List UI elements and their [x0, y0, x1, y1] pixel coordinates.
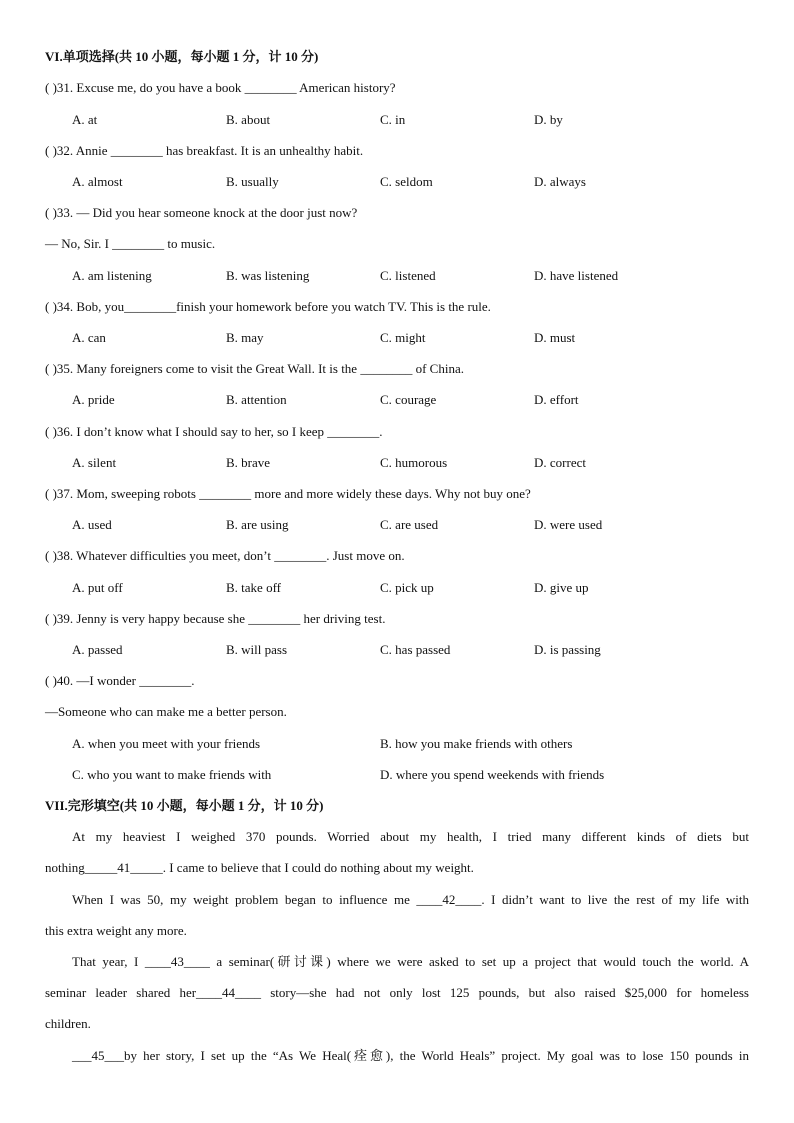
question-39-option-a: A. passed	[72, 642, 123, 657]
question-33-option-a: A. am listening	[72, 268, 152, 283]
passage-line-2: nothing_____41_____. I came to believe that I could do nothing about my weight.	[45, 860, 474, 875]
question-32-option-d: D. always	[534, 174, 586, 189]
question-33-option-c: C. listened	[380, 268, 436, 283]
question-35-option-d: D. effort	[534, 392, 579, 407]
question-40-stem: ( )40. —I wonder ________.	[45, 673, 195, 688]
question-40-option-a: A. when you meet with your friends	[72, 736, 261, 751]
question-40-option-b: B. how you make friends with others	[380, 736, 573, 751]
question-36-option-b: B. brave	[226, 455, 271, 470]
question-39-option-b: B. will pass	[226, 642, 288, 657]
question-34-option-c: C. might	[380, 330, 426, 345]
question-32-option-a: A. almost	[72, 174, 123, 189]
question-31-stem: ( )31. Excuse me, do you have a book ________ American history?	[45, 80, 396, 95]
question-33-option-d: D. have listened	[534, 268, 619, 283]
passage-line-3: When I was 50, my weight problem began to influence me ____42____. I didn’t want to live the rest of my life with	[72, 892, 749, 907]
question-36-option-c: C. humorous	[380, 455, 448, 470]
question-31-option-d: D. by	[534, 112, 563, 127]
passage-line-5: That year, I ____43____ a seminar(研讨课) where we were asked to set up a project that would touch the world. A	[72, 954, 749, 969]
question-40-option-d: D. where you spend weekends with friends	[380, 767, 605, 782]
question-38-stem: ( )38. Whatever difficulties you meet, don’t ________. Just move on.	[45, 548, 405, 563]
question-39-stem: ( )39. Jenny is very happy because she ________ her driving test.	[45, 611, 386, 626]
question-31-option-b: B. about	[226, 112, 271, 127]
question-32-stem: ( )32. Annie ________ has breakfast. It is an unhealthy habit.	[45, 143, 364, 158]
question-35-option-a: A. pride	[72, 392, 115, 407]
question-40-reply: —Someone who can make me a better person.	[45, 704, 287, 719]
question-37-option-a: A. used	[72, 517, 112, 532]
question-34-stem: ( )34. Bob, you________finish your homework before you watch TV. This is the rule.	[45, 299, 491, 314]
question-31-option-c: C. in	[380, 112, 406, 127]
passage-line-4: this extra weight any more.	[45, 923, 187, 938]
question-37-stem: ( )37. Mom, sweeping robots ________ more and more widely these days. Why not buy one?	[45, 486, 531, 501]
question-33-option-b: B. was listening	[226, 268, 310, 283]
question-38-option-d: D. give up	[534, 580, 589, 595]
question-33-stem: ( )33. — Did you hear someone knock at the door just now?	[45, 205, 358, 220]
question-32-option-b: B. usually	[226, 174, 279, 189]
section-7-heading: VII.完形填空(共 10 小题，每小题 1 分，计 10 分)	[45, 798, 324, 813]
question-36-option-a: A. silent	[72, 455, 117, 470]
question-37-option-c: C. are used	[380, 517, 439, 532]
question-31-option-a: A. at	[72, 112, 98, 127]
question-35-option-c: C. courage	[380, 392, 437, 407]
question-32-option-c: C. seldom	[380, 174, 433, 189]
question-34-option-d: D. must	[534, 330, 576, 345]
question-33-reply: — No, Sir. I ________ to music.	[45, 236, 216, 251]
question-35-stem: ( )35. Many foreigners come to visit the Great Wall. It is the ________ of China.	[45, 361, 464, 376]
question-40-option-c: C. who you want to make friends with	[72, 767, 272, 782]
section-6-heading: VI.单项选择(共 10 小题，每小题 1 分，计 10 分)	[45, 49, 319, 64]
question-38-option-b: B. take off	[226, 580, 281, 595]
passage-line-8: ___45___by her story, I set up the “As We Heal(痊愈), the World Heals” project. My goal was to lose 150 pounds in	[72, 1048, 749, 1063]
question-35-option-b: B. attention	[226, 392, 287, 407]
question-38-option-a: A. put off	[72, 580, 123, 595]
question-39-option-d: D. is passing	[534, 642, 601, 657]
question-36-stem: ( )36. I don’t know what I should say to her, so I keep ________.	[45, 424, 383, 439]
question-37-option-d: D. were used	[534, 517, 603, 532]
passage-line-7: children.	[45, 1016, 91, 1031]
question-34-option-a: A. can	[72, 330, 106, 345]
question-34-option-b: B. may	[226, 330, 264, 345]
passage-line-1: At my heaviest I weighed 370 pounds. Worried about my health, I tried many different kinds of diets but	[72, 829, 749, 844]
question-39-option-c: C. has passed	[380, 642, 451, 657]
question-36-option-d: D. correct	[534, 455, 586, 470]
passage-line-6: seminar leader shared her____44____ story—she had not only lost 125 pounds, but also raised $25,000 for homeless	[45, 985, 749, 1000]
question-38-option-c: C. pick up	[380, 580, 434, 595]
question-37-option-b: B. are using	[226, 517, 289, 532]
